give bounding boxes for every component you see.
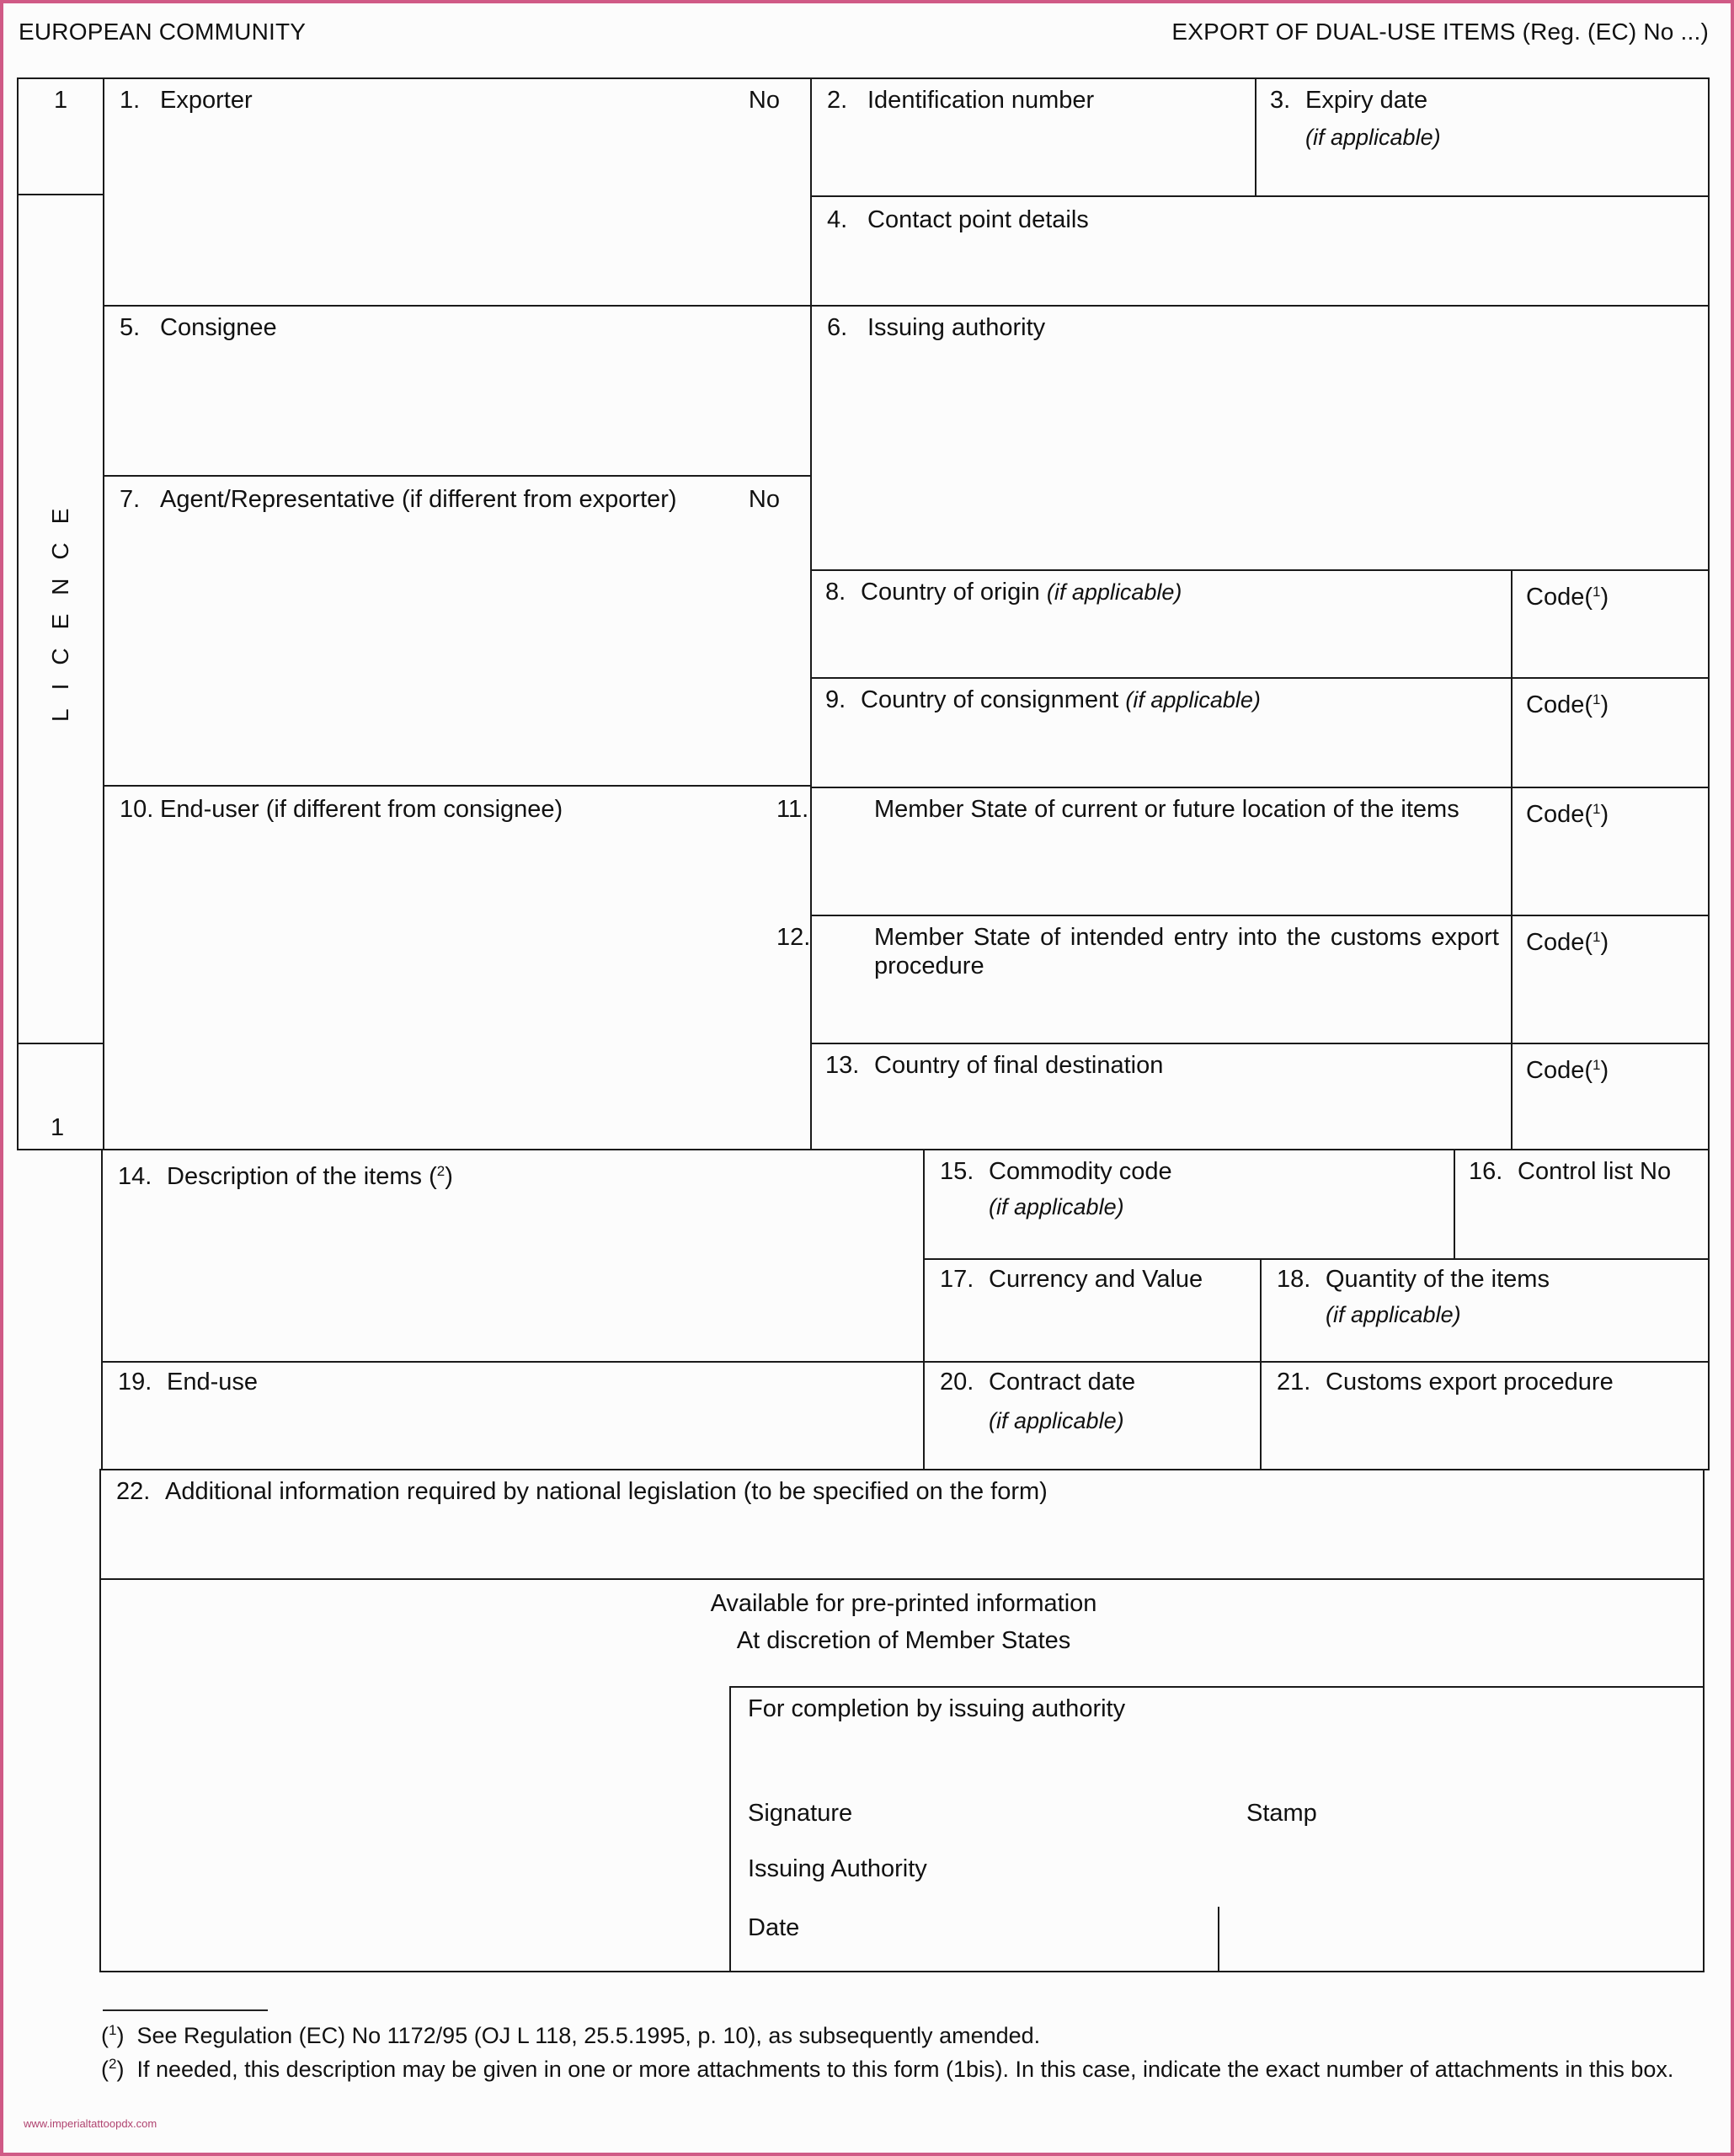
box-15-commodity-code[interactable] — [923, 1149, 1455, 1260]
footnote-ref: 1 — [1593, 1057, 1601, 1073]
box-label: Control list No — [1518, 1158, 1672, 1185]
footnote-ref: 2 — [436, 1163, 446, 1179]
code-label: Code — [1526, 584, 1585, 611]
box-11-member-state-location[interactable] — [776, 787, 1513, 916]
box-number: 13. — [825, 1052, 860, 1079]
header-form-title: EXPORT OF DUAL-USE ITEMS (Reg. (EC) No ...) — [1171, 19, 1709, 45]
box-label: Exporter — [160, 87, 253, 114]
exporter-no-label: No — [748, 87, 780, 114]
box-number: 7. — [120, 486, 141, 513]
box-note: (if applicable) — [989, 1194, 1124, 1219]
box-21-customs-export-procedure[interactable] — [1260, 1361, 1710, 1470]
box-label: Customs export procedure — [1326, 1369, 1614, 1396]
footnote-1: ($^1$) See Regulation (EC) No 1172/95 (OJ L 118, 25.5.1995, p. 10), as subsequently amended. — [101, 2022, 1041, 2048]
code-label: Code — [1526, 691, 1585, 718]
box-7-agent-representative[interactable] — [103, 475, 812, 787]
date-label: Date — [748, 1914, 800, 1941]
box-6-issuing-authority[interactable] — [810, 305, 1710, 571]
box-label: Currency and Value — [989, 1266, 1203, 1293]
box-label: End-user (if different from consignee) — [160, 796, 563, 823]
box-3-expiry-date[interactable] — [1255, 77, 1710, 197]
box-label: Contract date — [989, 1369, 1136, 1396]
code-label: Code — [1526, 801, 1585, 828]
box-22-additional-information[interactable] — [99, 1469, 1705, 1580]
box-5-consignee[interactable] — [103, 305, 812, 477]
box-1-exporter[interactable] — [103, 77, 812, 307]
box-number: 6. — [827, 314, 848, 341]
footnote-2: ($^2$) If needed, this description may be given in one or more attachments to this form (1bis). In this case, indicate the exact number of attachments in this box. — [101, 2056, 1674, 2082]
signature-label: Signature — [748, 1800, 853, 1827]
box-label: Contact point details — [867, 206, 1089, 233]
box-9-code[interactable]: Code($^1$) — [1511, 677, 1710, 788]
stamp-label: Stamp — [1246, 1800, 1317, 1827]
preprinted-line-2: At discretion of Member States — [736, 1627, 1071, 1654]
box-label: Additional information required by national legislation (to be specified on the form) — [165, 1478, 1048, 1505]
box-note: (if applicable) — [989, 1408, 1124, 1433]
box-note: (if applicable) — [1046, 579, 1182, 605]
footnote-ref: 1 — [1593, 691, 1601, 707]
box-number: 22. — [116, 1478, 151, 1505]
footnote-2-text: If needed, this description may be given in one or more attachments to this form (1bis). In this case, indicate the exact number of attachments in this box. — [136, 2057, 1674, 2082]
box-label: Description of the items — [167, 1163, 423, 1190]
licence-side-box — [17, 194, 104, 1044]
box-number: 1. — [120, 87, 141, 114]
box-label: Agent/Representative (if different from exporter) — [160, 486, 677, 513]
footnote-separator — [103, 2009, 268, 2011]
box-label: Consignee — [160, 314, 277, 341]
date-stamp-divider — [1218, 1907, 1219, 1972]
copy-number-box-bottom — [17, 1043, 104, 1150]
box-12-code[interactable]: Code($^1$) — [1511, 915, 1710, 1044]
box-17-currency-and-value[interactable] — [923, 1258, 1262, 1363]
box-9-country-of-consignment[interactable] — [810, 677, 1513, 788]
box-label: Country of final destination — [874, 1052, 1164, 1079]
box-label: Identification number — [867, 87, 1095, 114]
box-number: 10. — [120, 796, 154, 823]
box-11-code[interactable]: Code($^1$) — [1511, 787, 1710, 916]
box-number: 21. — [1277, 1369, 1311, 1396]
box-note: (if applicable) — [1326, 1302, 1461, 1327]
box-number: 3. — [1270, 87, 1291, 114]
copy-number-bottom: 1 — [51, 1114, 65, 1141]
issuing-authority-completion-box[interactable] — [729, 1686, 1705, 1972]
footnote-ref: 1 — [1593, 801, 1601, 817]
footnote-1-text: See Regulation (EC) No 1172/95 (OJ L 118, 25.5.1995, p. 10), as subsequently amended. — [136, 2023, 1041, 2048]
box-note: (if applicable) — [1305, 125, 1441, 150]
code-label: Code — [1526, 929, 1585, 956]
copy-number-top: 1 — [54, 87, 68, 114]
box-2-identification-number[interactable] — [810, 77, 1256, 197]
box-14-description-of-items[interactable]: 14. Description of the items ($^2$) — [101, 1149, 925, 1363]
watermark-url: www.imperialtattoopdx.com — [24, 2117, 157, 2130]
box-number: 4. — [827, 206, 848, 233]
box-label: End-use — [167, 1369, 259, 1396]
box-label: Quantity of the items — [1326, 1266, 1550, 1293]
footnote-ref: 1 — [1593, 929, 1601, 945]
box-8-country-of-origin[interactable] — [810, 569, 1513, 679]
box-label: Commodity code — [989, 1158, 1172, 1185]
box-20-contract-date[interactable] — [923, 1361, 1262, 1470]
box-label: Country of origin — [861, 579, 1040, 606]
box-number: 8. — [825, 579, 846, 606]
box-label: Issuing authority — [867, 314, 1046, 341]
box-number: 19. — [118, 1369, 152, 1396]
box-label: Member State of current or future location of the items — [874, 796, 1459, 823]
code-label: Code — [1526, 1057, 1585, 1084]
box-8-code[interactable]: Code($^1$) — [1511, 569, 1710, 679]
licence-vertical-label: LICENCE — [47, 489, 73, 722]
agent-no-label: No — [748, 486, 780, 513]
header-community: EUROPEAN COMMUNITY — [19, 19, 307, 45]
box-number: 20. — [940, 1369, 974, 1396]
box-number: 17. — [940, 1266, 974, 1293]
box-19-end-use[interactable] — [101, 1361, 925, 1470]
footnote-ref: 1 — [1593, 584, 1601, 600]
box-number: 9. — [825, 686, 846, 713]
copy-number-box-top — [17, 77, 104, 195]
box-4-contact-point-details[interactable] — [810, 195, 1710, 307]
box-number: 14. — [118, 1163, 152, 1190]
box-18-quantity-of-items[interactable] — [1260, 1258, 1710, 1363]
box-number: 2. — [827, 87, 848, 114]
box-number: 18. — [1277, 1266, 1311, 1293]
box-number: 16. — [1469, 1158, 1503, 1185]
box-12-member-state-entry[interactable] — [776, 915, 1513, 1044]
box-number: 11. — [776, 796, 809, 823]
box-label: Expiry date — [1305, 87, 1428, 114]
box-16-control-list-no[interactable] — [1454, 1149, 1710, 1260]
box-10-end-user[interactable] — [103, 785, 812, 1150]
box-label: Country of consignment — [861, 686, 1119, 713]
box-number: 15. — [940, 1158, 974, 1185]
completion-title: For completion by issuing authority — [748, 1695, 1126, 1722]
box-label: Member State of intended entry into the customs export procedure — [874, 924, 1499, 979]
preprinted-line-1: Available for pre-printed information — [710, 1590, 1097, 1617]
box-note: (if applicable) — [1125, 687, 1261, 712]
issuing-authority-label: Issuing Authority — [748, 1855, 927, 1882]
box-number: 12. — [776, 924, 811, 951]
box-13-country-final-destination[interactable] — [810, 1043, 1513, 1150]
box-number: 5. — [120, 314, 141, 341]
box-13-code[interactable]: Code($^1$) — [1511, 1043, 1710, 1150]
